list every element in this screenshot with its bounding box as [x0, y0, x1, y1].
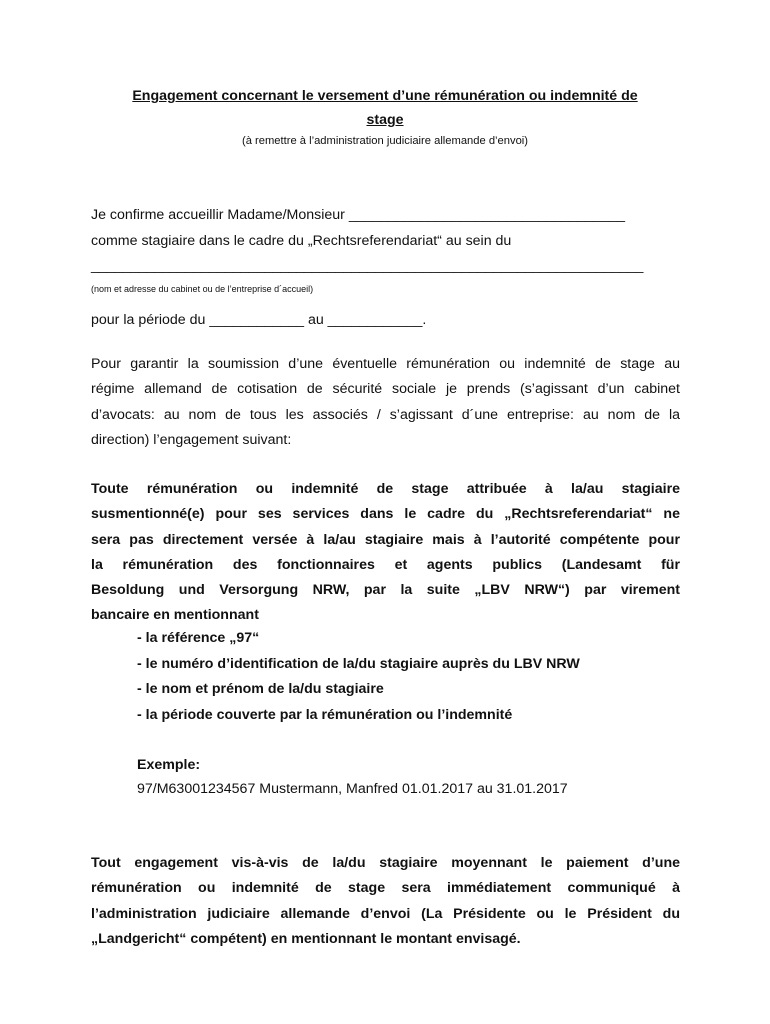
- guarantee-line-3: d’avocats: au nom de tous les associés / s’agissant d´une entreprise: au nom de la: [91, 406, 680, 423]
- document-title: [90, 84, 680, 132]
- list-item: - le numéro d’identification de la/du stagiaire auprès du LBV NRW: [137, 655, 580, 672]
- mention-list: [137, 626, 580, 728]
- list-item: - la référence „97“: [137, 630, 260, 646]
- confirm-line: Je confirme accueillir Madame/Monsieur ___________________________________: [91, 207, 625, 223]
- commitment-line-4: „Landgericht“ compétent) en mentionnant le montant envisagé.: [91, 930, 521, 947]
- title-line-2: stage: [366, 112, 404, 128]
- commitment-line-1: Tout engagement vis-à-vis de la/du stagiaire moyennant le paiement d’une: [91, 855, 680, 871]
- list-item: - la période couverte par la rémunération ou l’indemnité: [137, 706, 513, 723]
- guarantee-line-4: direction) l’engagement suivant:: [91, 431, 292, 448]
- period-line: pour la période du ____________ au ____________.: [91, 312, 427, 328]
- example-label: Exemple:: [137, 757, 201, 773]
- remuneration-line-6: bancaire en mentionnant: [91, 607, 259, 624]
- remuneration-line-3: sera pas directement versée à la/au stagiaire mais à l’autorité compétente pour: [91, 531, 680, 548]
- address-note: (nom et adresse du cabinet ou de l’entreprise d´accueil): [91, 284, 314, 294]
- commitment-line-3: l’administration judiciaire allemande d’envoi (La Présidente ou le Président du: [91, 905, 680, 922]
- title-line-1: Engagement concernant le versement d’une rémunération ou indemnité de: [132, 88, 638, 104]
- remuneration-line-1: Toute rémunération ou indemnité de stage attribuée à la/au stagiaire: [91, 481, 680, 497]
- commitment-line-2: rémunération ou indemnité de stage sera immédiatement communiqué à: [91, 880, 680, 897]
- list-item: - le nom et prénom de la/du stagiaire: [137, 681, 384, 697]
- remuneration-paragraph: [91, 477, 680, 629]
- guarantee-line-2: régime allemand de cotisation de sécurité sociale je prends (s’agissant d’un cabinet: [91, 381, 680, 398]
- example-text: 97/M63001234567 Mustermann, Manfred 01.01.2017 au 31.01.2017: [137, 781, 568, 797]
- guarantee-paragraph: [91, 352, 680, 453]
- guarantee-line-1: Pour garantir la soumission d’une éventuelle rémunération ou indemnité de stage au: [91, 356, 680, 372]
- remuneration-line-2: susmentionné(e) pour ses services dans le cadre du „Rechtsreferendariat“ ne: [91, 506, 680, 523]
- document-subtitle: (à remettre à l’administration judiciaire allemande d’envoi): [241, 135, 529, 147]
- blank-address-line: ______________________________________________________________________: [91, 258, 644, 274]
- remuneration-line-4: la rémunération des fonctionnaires et agents publics (Landesamt für: [91, 556, 680, 573]
- remuneration-line-5: Besoldung und Versorgung NRW, par la suite „LBV NRW“) par virement: [91, 582, 680, 599]
- commitment-paragraph: [91, 851, 680, 952]
- stagiaire-line: comme stagiaire dans le cadre du „Rechtsreferendariat“ au sein du: [91, 233, 512, 249]
